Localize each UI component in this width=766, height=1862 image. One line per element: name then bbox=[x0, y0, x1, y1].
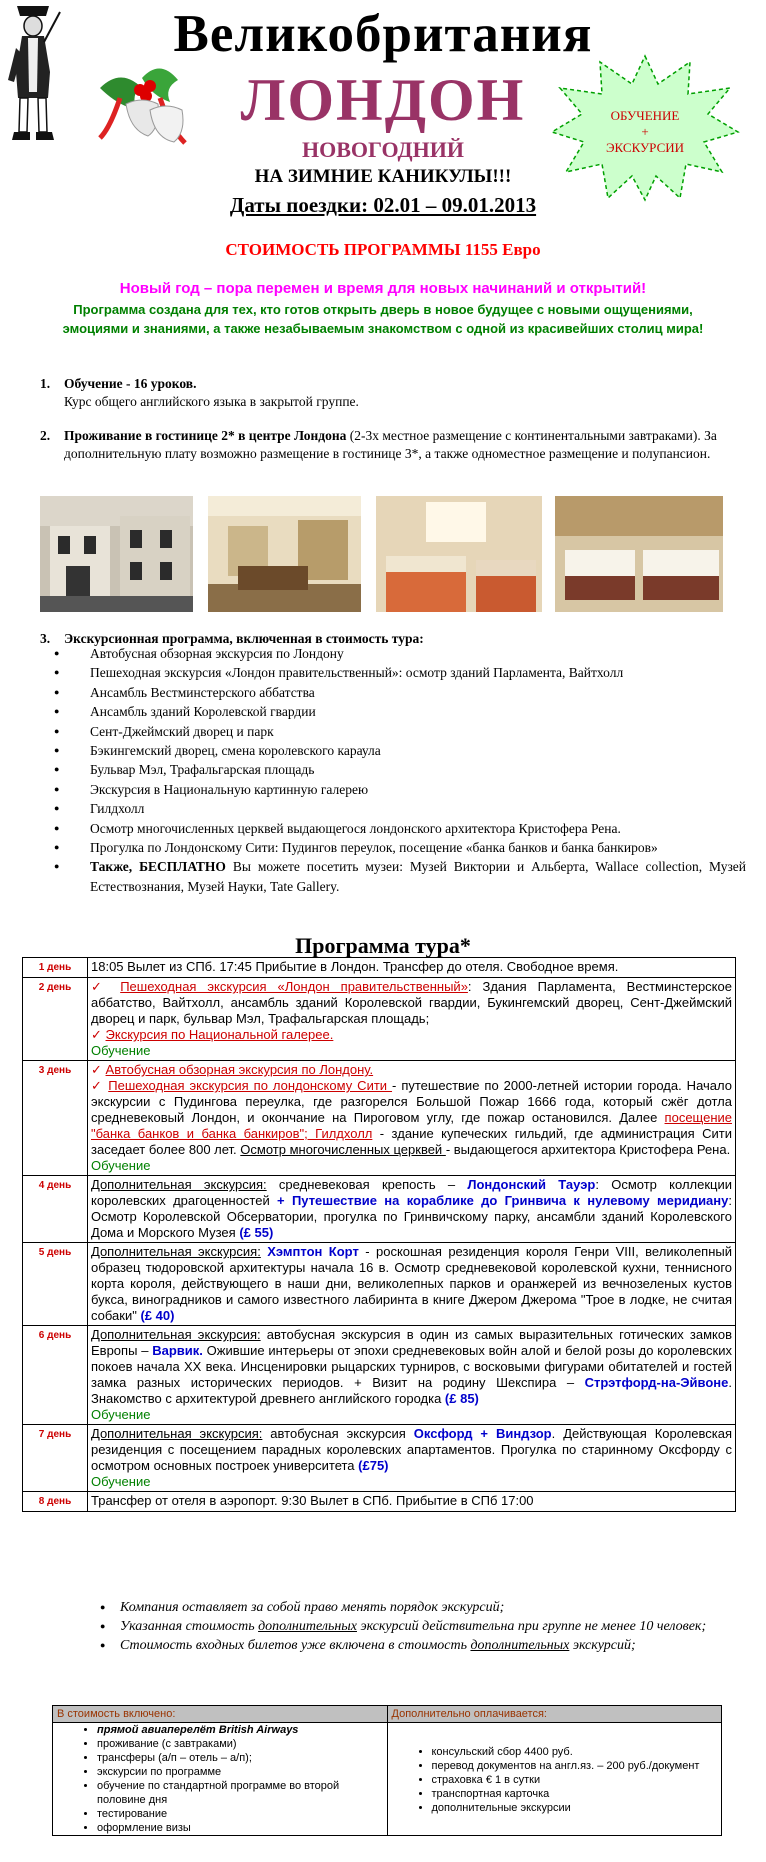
day-text bbox=[88, 1176, 736, 1243]
list-item: • перевод документов на англ.яз. – 200 руб./документ bbox=[432, 1759, 718, 1773]
excursion-link: Пешеходная экскурсия по лондонскому Сити bbox=[108, 1078, 393, 1093]
day-label: 4 день bbox=[23, 1176, 88, 1243]
note-text: Указанная стоимость bbox=[120, 1619, 259, 1634]
program-price: СТОИМОСТЬ ПРОГРАММЫ 1155 Евро bbox=[225, 240, 541, 259]
excursion-link: Экскурсия по Национальной галерее. bbox=[105, 1027, 334, 1042]
attraction-name: Хэмптон Корт bbox=[267, 1244, 359, 1259]
excursion-link: посещение "банка банков и банка банкиров"; Гилдхолл bbox=[91, 1110, 732, 1141]
day-details: . Знакомство с архитектурой древнего английского городка bbox=[91, 1375, 732, 1406]
day-details: средневековая крепость – bbox=[266, 1177, 468, 1192]
list-item: • прямой авиаперелёт British Airways bbox=[97, 1723, 383, 1737]
note-text: дополнительных bbox=[470, 1638, 570, 1653]
winter-holidays-line: НА ЗИМНИЕ КАНИКУЛЫ!!! bbox=[254, 166, 512, 187]
list-item: • тестирование bbox=[97, 1807, 383, 1821]
list-item: • оформление визы bbox=[97, 1821, 383, 1835]
program-title: Программа тура* bbox=[295, 933, 471, 958]
note-text: дополнительных bbox=[258, 1619, 357, 1634]
list-item: ● Ансамбль зданий Королевской гвардии bbox=[40, 702, 746, 721]
price-tag: (£75) bbox=[358, 1458, 389, 1473]
hotel-photo-lobby bbox=[208, 496, 361, 612]
day-text bbox=[88, 1061, 736, 1176]
day-details: : Осмотр Королевской Обсерватории, прогулка по Гринвичскому парку, ансамбли зданий Королевского Дома и Морского Музея bbox=[91, 1193, 732, 1240]
excursion-details: - выдающегося архитектора Кристофера Рена. bbox=[445, 1142, 731, 1157]
day-text bbox=[88, 1425, 736, 1492]
trip-dates: Даты поездки: 02.01 – 09.01.2013 bbox=[229, 193, 537, 217]
program-intro-text: Программа создана для тех, кто готов открыть дверь в новое будущее с новыми ощущениями, эмоциями и знаниями, а также незабываемым знакомством с одной из красивейших столиц мира! bbox=[62, 302, 704, 336]
table-row bbox=[23, 1425, 736, 1492]
star-line-1: ОБУЧЕНИЕ bbox=[610, 108, 680, 123]
list-item: ● Бульвар Мэл, Трафальгарская площадь bbox=[40, 760, 746, 779]
optional-label: Дополнительная экскурсия: bbox=[91, 1426, 263, 1441]
list-item: ● Прогулка по Лондонскому Сити: Пудингов переулок, посещение «банка банков и банка банкиров» bbox=[40, 838, 746, 857]
day-details: : Осмотр коллекции королевских драгоценностей bbox=[91, 1177, 732, 1208]
table-row bbox=[23, 1326, 736, 1425]
table-row bbox=[23, 1243, 736, 1326]
hotel-photo-exterior bbox=[40, 496, 193, 612]
day-text bbox=[88, 1243, 736, 1326]
list-item: • трансферы (а/п – отель – а/п); bbox=[97, 1751, 383, 1765]
study-label: Обучение bbox=[91, 1474, 151, 1489]
excursion-details: - здание купеческих гильдий, где администрация Сити заседает более 800 лет. bbox=[91, 1126, 733, 1157]
section-number: 3. bbox=[40, 631, 51, 646]
price-tag: (£ 40) bbox=[140, 1308, 175, 1323]
included-cell bbox=[53, 1723, 388, 1836]
free-museums-text: Вы можете посетить музеи: Музей Виктории и Альберта, Wallace collection, Музей Естествознания, Музей Науки, Tate Gallery. bbox=[90, 859, 746, 894]
study-label: Обучение bbox=[91, 1407, 151, 1422]
free-label: Также, БЕСПЛАТНО bbox=[90, 859, 226, 875]
attraction-name: Лондонский Тауэр bbox=[467, 1177, 596, 1192]
table-row bbox=[23, 1176, 736, 1243]
included-header: В стоимость включено: bbox=[53, 1706, 388, 1723]
list-item: • страховка € 1 в сутки bbox=[432, 1773, 718, 1787]
list-item-free-museums bbox=[40, 857, 746, 896]
price-tag: (£ 55) bbox=[239, 1225, 274, 1240]
checkmark-icon: ✓ bbox=[91, 979, 110, 994]
excursion-link: Пешеходная экскурсия «Лондон правительственный» bbox=[120, 979, 468, 994]
day-details: автобусная экскурсия bbox=[262, 1426, 414, 1441]
extra-cell bbox=[387, 1723, 722, 1836]
list-item: • обучение по стандартной программе во второй половине дня bbox=[97, 1779, 383, 1807]
excursion-details: - путешествие по 2000-летней истории города. Начало экскурсии с Пудингова переулка, где разгорелся Большой Пожар 1666 года, который сжёг дотла средневековый Лондон, и окончание на Пироговом углу, где пожар остановился. Далее bbox=[91, 1078, 732, 1125]
list-item: • экскурсии по программе bbox=[97, 1765, 383, 1779]
day-text bbox=[88, 1326, 736, 1425]
day-label: 7 день bbox=[23, 1425, 88, 1492]
excursion-link: Осмотр многочисленных церквей bbox=[240, 1142, 446, 1157]
list-item: • дополнительные экскурсии bbox=[432, 1801, 718, 1815]
table-row bbox=[23, 978, 736, 1061]
star-badge-text bbox=[590, 108, 700, 156]
day-label: 6 день bbox=[23, 1326, 88, 1425]
optional-label: Дополнительная экскурсия: bbox=[91, 1177, 267, 1192]
section-study bbox=[40, 375, 740, 411]
list-item: • транспортная карточка bbox=[432, 1787, 718, 1801]
day-label: 3 день bbox=[23, 1061, 88, 1176]
list-item: ● Компания оставляет за собой право менять порядок экскурсий; bbox=[100, 1598, 740, 1617]
list-item: ● Сент-Джеймский дворец и парк bbox=[40, 722, 746, 741]
excursion-link: Автобусная обзорная экскурсия по Лондону. bbox=[105, 1062, 374, 1077]
list-item: ● Гилдхолл bbox=[40, 799, 746, 818]
extra-list bbox=[392, 1745, 718, 1815]
day-details: . Действующая Королевская резиденция с посещением парадных королевских апартаментов. Прогулка по старинному Оксфорду с осмотром основных построек университета bbox=[91, 1426, 733, 1473]
attraction-name: Стрэтфорд-на-Эйвоне bbox=[584, 1375, 729, 1390]
day-text: Трансфер от отеля в аэропорт. 9:30 Вылет в СПб. Прибытие в СПб 17:00 bbox=[88, 1492, 736, 1512]
day-label: 5 день bbox=[23, 1243, 88, 1326]
optional-label: Дополнительная экскурсия: bbox=[91, 1244, 261, 1259]
table-row bbox=[23, 1061, 736, 1176]
excursion-list bbox=[40, 644, 746, 896]
list-item: ● Ансамбль Вестминстерского аббатства bbox=[40, 683, 746, 702]
day-label: 2 день bbox=[23, 978, 88, 1061]
list-item bbox=[100, 1636, 740, 1655]
country-title: Великобритания bbox=[173, 5, 593, 63]
study-label: Обучение bbox=[91, 1158, 151, 1173]
list-item: ● Бэкингемский дворец, смена королевского караула bbox=[40, 741, 746, 760]
program-intro bbox=[50, 300, 716, 338]
note-text: экскурсий; bbox=[569, 1638, 636, 1653]
excursion-details: : Здания Парламента, Вестминстерское аббатство, Вайтхолл, ансамбль зданий Королевской гвардии, Букингемский дворец, Сент-Джеймский дворец и парк, бульвар Мэл, Трафальгарская площадь; bbox=[91, 979, 732, 1026]
section-accommodation bbox=[40, 427, 740, 463]
day-details: Ожившие интерьеры от эпохи средневековых войн алой и белой розы до королевских покоев начала XX века. Инсценировки рыцарских турниров, с восковыми фигурами обитателей и гостей замка разных исторических периодов. + Визит на родину Шекспира – bbox=[91, 1343, 733, 1390]
day-text: 18:05 Вылет из СПб. 17:45 Прибытие в Лондон. Трансфер до отеля. Свободное время. bbox=[88, 958, 736, 978]
included-extra-table bbox=[52, 1705, 722, 1836]
program-subtitle: НОВОГОДНИЙ bbox=[302, 137, 464, 162]
table-row bbox=[53, 1723, 722, 1836]
table-header-row bbox=[53, 1706, 722, 1723]
city-title: ЛОНДОН bbox=[240, 67, 526, 133]
star-line-2: + bbox=[641, 124, 649, 139]
hotel-photo-beds bbox=[555, 496, 723, 612]
list-item bbox=[100, 1617, 740, 1636]
hotel-photo-room bbox=[376, 496, 542, 612]
table-row bbox=[23, 958, 736, 978]
section-title: Экскурсионная программа, включенная в стоимость тура: bbox=[64, 631, 424, 646]
new-year-slogan: Новый год – пора перемен и время для новых начинаний и открытий! bbox=[119, 280, 647, 297]
study-label: Обучение bbox=[91, 1043, 151, 1058]
attraction-name: + Путешествие на кораблике до Гринвича к нулевому меридиану bbox=[277, 1193, 729, 1208]
day-details: - роскошная резиденция короля Генри VIII, великолепный образец тюдоровской архитектуры начала 16 в. Осмотр средневековой королевской кухни, теннисного корта короля, действующего в наши дни, великолепных парков и оранжерей из вечнозеленых кустов букса, виноградников и самого известного лабиринта в книге Джером Джерома "Трое в лодке, не считая собаки" bbox=[91, 1244, 732, 1323]
checkmark-icon: ✓ bbox=[91, 1062, 102, 1077]
section-text: Курс общего английского языка в закрытой группе. bbox=[64, 394, 359, 409]
section-text: (2-3х местное размещение с континентальными завтраками). За дополнительную плату возможно размещение в гостинице 3*, а также одноместное размещение и полупансион. bbox=[64, 428, 717, 461]
notes-list bbox=[100, 1598, 740, 1655]
day-label: 8 день bbox=[23, 1492, 88, 1512]
optional-label: Дополнительная экскурсия: bbox=[91, 1327, 261, 1342]
section-number: 2. bbox=[40, 428, 51, 443]
list-item: • проживание (с завтраками) bbox=[97, 1737, 383, 1751]
table-row bbox=[23, 1492, 736, 1512]
star-line-3: ЭКСКУРСИИ bbox=[605, 140, 685, 155]
note-text: Стоимость входных билетов уже включена в стоимость bbox=[120, 1638, 471, 1653]
checkmark-icon: ✓ bbox=[91, 1027, 102, 1042]
included-list bbox=[57, 1723, 383, 1835]
checkmark-icon: ✓ bbox=[91, 1078, 104, 1093]
section-title: Обучение - 16 уроков. bbox=[64, 376, 197, 391]
program-table bbox=[22, 957, 736, 1512]
section-title: Проживание в гостинице 2* в центре Лондона bbox=[64, 428, 347, 443]
day-text bbox=[88, 978, 736, 1061]
attraction-name: Оксфорд + Виндзор bbox=[413, 1426, 552, 1441]
list-item: • консульский сбор 4400 руб. bbox=[432, 1745, 718, 1759]
extra-header: Дополнительно оплачивается: bbox=[387, 1706, 722, 1723]
list-item: ● Экскурсия в Национальную картинную галерею bbox=[40, 780, 746, 799]
list-item: ● Осмотр многочисленных церквей выдающегося лондонского архитектора Кристофера Рена. bbox=[40, 819, 746, 838]
price-tag: (£ 85) bbox=[444, 1391, 479, 1406]
day-label: 1 день bbox=[23, 958, 88, 978]
section-number: 1. bbox=[40, 376, 51, 391]
day-details: автобусная экскурсия в один из самых выразительных готических замков Европы – bbox=[91, 1327, 733, 1358]
note-text: экскурсий действительна при группе не менее 10 человек; bbox=[356, 1619, 707, 1634]
list-item: ● Автобусная обзорная экскурсия по Лондону bbox=[40, 644, 746, 663]
list-item: ● Пешеходная экскурсия «Лондон правительственный»: осмотр зданий Парламента, Вайтхолл bbox=[40, 663, 746, 682]
attraction-name: Варвик. bbox=[152, 1343, 203, 1358]
